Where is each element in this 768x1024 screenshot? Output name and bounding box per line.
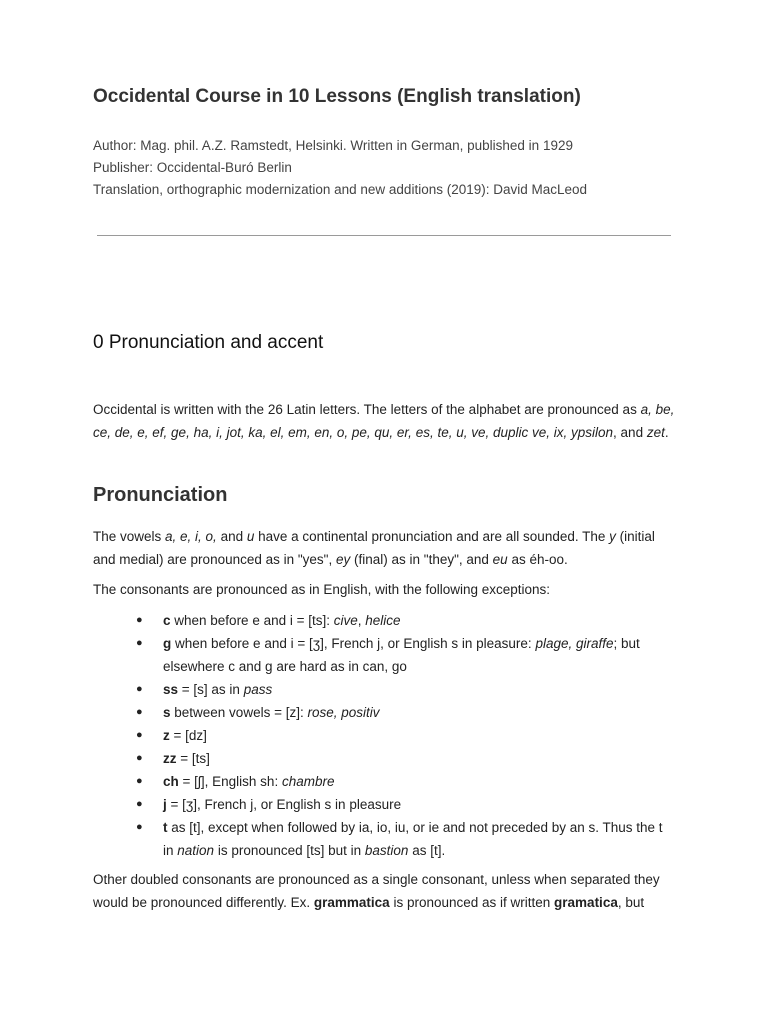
rule-text: = [dz] bbox=[169, 728, 207, 743]
rule-text: between vowels = [z]: bbox=[170, 705, 308, 720]
list-item bbox=[136, 632, 676, 678]
meta-publisher: Publisher: Occidental-Buró Berlin bbox=[93, 160, 292, 175]
bullet-icon: ● bbox=[136, 821, 143, 833]
intro-paragraph bbox=[93, 398, 678, 444]
rule-example: plage, giraffe bbox=[535, 636, 614, 651]
vowels-paragraph bbox=[93, 525, 678, 571]
doubled-text: , but bbox=[617, 895, 645, 910]
doubled-text: Other doubled consonants are pronounced as a single consonant, unless when separated they would be pronounced differently. Ex. bbox=[93, 872, 660, 910]
list-item bbox=[136, 770, 676, 793]
rule-text: as [t], except when followed by ia, io, iu, or ie and not preceded by an s. Thus the t in bbox=[163, 820, 663, 858]
example-word: grammatica bbox=[313, 895, 390, 910]
bullet-icon: ● bbox=[136, 729, 143, 741]
doubled-text: is pronounced as if written bbox=[389, 895, 555, 910]
meta-author: Author: Mag. phil. A.Z. Ramstedt, Helsinki. Written in German, published in 1929 bbox=[93, 138, 573, 153]
rule-letter: ch bbox=[163, 774, 179, 789]
rule-text: , bbox=[357, 613, 366, 628]
rule-letter: zz bbox=[163, 751, 177, 766]
pronunciation-heading: Pronunciation bbox=[93, 484, 228, 506]
bullet-icon: ● bbox=[136, 798, 143, 810]
bullet-icon: ● bbox=[136, 706, 143, 718]
vowels-text: (final) as in "they", and bbox=[350, 552, 493, 567]
rule-text: when before e and i = [ʒ], French j, or English s in pleasure: bbox=[171, 636, 536, 651]
vowels-text: as éh-oo. bbox=[507, 552, 568, 567]
bullet-icon: ● bbox=[136, 614, 143, 626]
vowel-letters: u bbox=[246, 529, 255, 544]
document-meta bbox=[93, 135, 587, 201]
vowel-letters: a, e, i, o, bbox=[165, 529, 217, 544]
vowel-letters: ey bbox=[335, 552, 351, 567]
rule-letter: ss bbox=[163, 682, 179, 697]
section-title: 0 Pronunciation and accent bbox=[93, 332, 324, 353]
rule-example: cive bbox=[333, 613, 358, 628]
rule-text: = [ts] bbox=[176, 751, 210, 766]
rule-text: = [ʃ], English sh: bbox=[178, 774, 282, 789]
alphabet-last-letter: zet bbox=[646, 425, 665, 440]
list-item bbox=[136, 724, 676, 747]
horizontal-divider bbox=[97, 235, 671, 236]
list-item bbox=[136, 678, 676, 701]
list-item bbox=[136, 793, 676, 816]
alphabet-letters: a, be, ce, de, e, ef, ge, ha, i, jot, ka, el, em, en, o, pe, qu, er, es, te, u, ve, duplic ve, ix, ypsilon bbox=[93, 402, 675, 440]
bullet-icon: ● bbox=[136, 637, 143, 649]
rule-letter: j bbox=[163, 797, 167, 812]
list-item bbox=[136, 816, 676, 862]
rule-example: chambre bbox=[281, 774, 335, 789]
rule-example: bastion bbox=[364, 843, 409, 858]
rule-letter: z bbox=[163, 728, 170, 743]
vowel-letters: y bbox=[609, 529, 616, 544]
vowels-text: and bbox=[216, 529, 247, 544]
bullet-icon: ● bbox=[136, 683, 143, 695]
vowels-text: have a continental pronunciation and are all sounded. The bbox=[254, 529, 610, 544]
vowel-letters: eu bbox=[492, 552, 508, 567]
vowels-text: The vowels bbox=[93, 529, 166, 544]
rule-text: is pronounced [ts] but in bbox=[214, 843, 365, 858]
meta-translation: Translation, orthographic modernization and new additions (2019): David MacLeod bbox=[93, 182, 588, 197]
rule-example: pass bbox=[243, 682, 273, 697]
rule-text: = [s] as in bbox=[178, 682, 244, 697]
rule-text: as [t]. bbox=[408, 843, 446, 858]
rule-text: = [ʒ], French j, or English s in pleasure bbox=[166, 797, 402, 812]
doubled-consonants-paragraph bbox=[93, 868, 678, 914]
intro-text: Occidental is written with the 26 Latin letters. The letters of the alphabet are pronounced as bbox=[93, 402, 641, 417]
rule-letter: s bbox=[163, 705, 171, 720]
list-item bbox=[136, 747, 676, 770]
consonants-intro: The consonants are pronounced as in English, with the following exceptions: bbox=[93, 582, 551, 597]
intro-text: , and bbox=[613, 425, 647, 440]
consonant-rules-list bbox=[136, 609, 676, 862]
document-title: Occidental Course in 10 Lessons (English translation) bbox=[93, 86, 581, 107]
bullet-icon: ● bbox=[136, 752, 143, 764]
rule-example: helice bbox=[365, 613, 401, 628]
example-word: gramatica bbox=[554, 895, 618, 910]
bullet-icon: ● bbox=[136, 775, 143, 787]
list-item bbox=[136, 609, 676, 632]
vowels-text: (initial and medial) are pronounced as in "yes", bbox=[93, 529, 655, 567]
rule-letter: t bbox=[163, 820, 168, 835]
rule-text: ; but elsewhere c and g are hard as in can, go bbox=[163, 636, 640, 674]
rule-example: rose, positiv bbox=[307, 705, 380, 720]
rule-letter: g bbox=[163, 636, 172, 651]
rule-example: nation bbox=[177, 843, 215, 858]
rule-text: when before e and i = [ts]: bbox=[170, 613, 334, 628]
list-item bbox=[136, 701, 676, 724]
intro-text: . bbox=[664, 425, 669, 440]
rule-letter: c bbox=[163, 613, 171, 628]
